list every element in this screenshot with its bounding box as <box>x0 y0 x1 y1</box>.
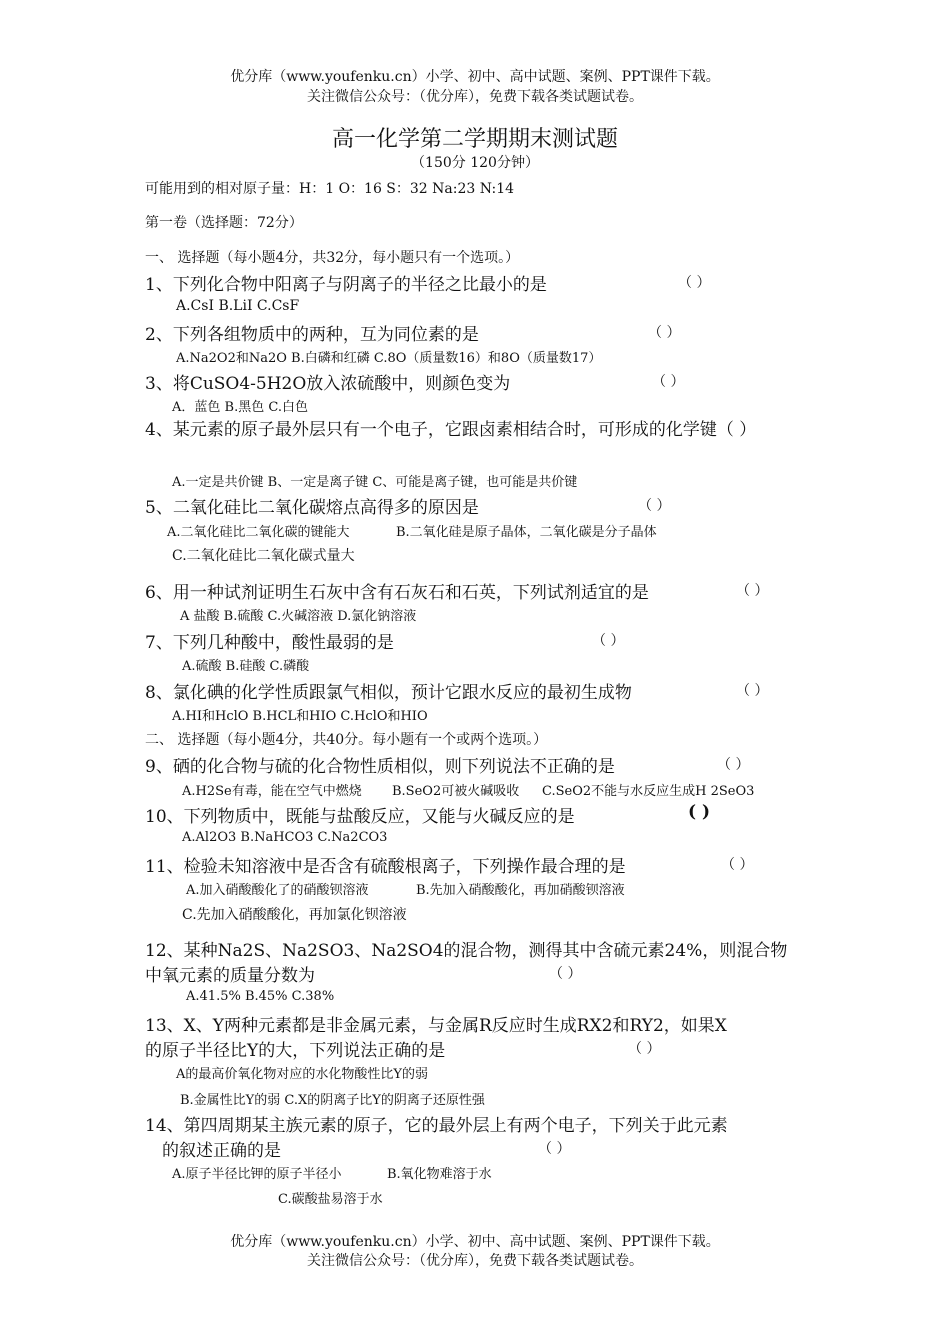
question-1-blank: （ ） <box>678 275 711 291</box>
question-7-options: A.硫酸 B.硅酸 C.磷酸 <box>182 659 310 674</box>
question-12-stem: 12、某种Na2S、Na2SO3、Na2SO4的混合物，测得其中含硫元素24%，则混合物 <box>145 941 788 961</box>
footer-line-1: 优分库（www.youfenku.cn）小学、初中、高中试题、案例、PPT课件下载。 <box>230 1234 720 1250</box>
question-6-blank: （ ） <box>736 583 769 599</box>
atomic-masses: 可能用到的相对原子量：H：1 O：16 S：32 Na:23 N:14 <box>145 181 515 197</box>
question-12-options: A.41.5% B.45% C.38% <box>186 989 335 1004</box>
question-13-option-a: A的最高价氧化物对应的水化物酸性比Y的弱 <box>176 1067 428 1082</box>
question-4-stem: 4、某元素的原子最外层只有一个电子，它跟卤素相结合时，可形成的化学键（ ） <box>145 420 757 440</box>
question-11-blank: （ ） <box>721 857 754 873</box>
question-3-options: A．蓝色 B.黑色 C.白色 <box>172 400 308 415</box>
question-14-stem-2: 的叙述正确的是 <box>162 1141 281 1161</box>
question-13-stem-2: 的原子半径比Y的大，下列说法正确的是 <box>145 1041 446 1061</box>
header-line-1: 优分库（www.youfenku.cn）小学、初中、高中试题、案例、PPT课件下载。 <box>230 69 720 85</box>
page-title: 高一化学第二学期期末测试题 <box>331 127 618 152</box>
question-9-option-b: B.SeO2可被火碱吸收 <box>392 784 520 799</box>
question-14-option-b: B.氧化物难溶于水 <box>387 1167 492 1182</box>
question-14-option-a: A.原子半径比钾的原子半径小 <box>172 1167 342 1182</box>
question-2-stem: 2、下列各组物质中的两种，互为同位素的是 <box>145 325 479 345</box>
question-14-blank: （ ） <box>538 1141 571 1157</box>
section-1-heading: 一、 选择题（每小题4分，共32分，每小题只有一个选项。） <box>145 250 520 266</box>
question-12-blank: （ ） <box>549 966 582 982</box>
question-13-option-bc: B.金属性比Y的弱 C.X的阴离子比Y的阴离子还原性强 <box>180 1093 485 1108</box>
question-5-blank: （ ） <box>638 498 671 514</box>
question-14-option-c: C.碳酸盐易溶于水 <box>278 1192 383 1207</box>
question-9-option-a: A.H2Se有毒，能在空气中燃烧 <box>182 784 362 799</box>
question-5-stem: 5、二氧化硅比二氧化碳熔点高得多的原因是 <box>145 498 479 518</box>
question-13-stem: 13、X、Y两种元素都是非金属元素，与金属R反应时生成RX2和RY2，如果X <box>145 1016 727 1036</box>
question-10-stem: 10、下列物质中，既能与盐酸反应，又能与火碱反应的是 <box>145 807 575 827</box>
question-11-stem: 11、检验未知溶液中是否含有硫酸根离子，下列操作最合理的是 <box>145 857 626 877</box>
header-line-2: 关注微信公众号：（优分库），免费下载各类试题试卷。 <box>307 89 643 105</box>
question-8-stem: 8、氯化碘的化学性质跟氯气相似，预计它跟水反应的最初生成物 <box>145 683 632 703</box>
question-4-options: A.一定是共价键 B、一定是离子键 C、可能是离子键，也可能是共价键 <box>172 475 578 490</box>
volume-heading: 第一卷（选择题：72分） <box>145 215 303 231</box>
question-7-blank: （ ） <box>592 633 625 649</box>
question-11-option-a: A.加入硝酸酸化了的硝酸钡溶液 <box>186 883 369 898</box>
question-3-blank: （ ） <box>652 374 685 390</box>
question-5-option-a: A.二氧化硅比二氧化碳的键能大 <box>167 525 350 540</box>
question-13-blank: （ ） <box>628 1041 661 1057</box>
page-subtitle: （150分 120分钟） <box>411 155 539 171</box>
question-5-option-b: B.二氧化硅是原子晶体，二氧化碳是分子晶体 <box>396 525 657 540</box>
question-6-options: A 盐酸 B.硫酸 C.火碱溶液 D.氯化钠溶液 <box>180 609 417 624</box>
question-14-stem: 14、第四周期某主族元素的原子，它的最外层上有两个电子，下列关于此元素 <box>145 1116 728 1136</box>
question-8-options: A.HI和HclO B.HCL和HIO C.HclO和HIO <box>172 709 428 724</box>
question-9-stem: 9、硒的化合物与硫的化合物性质相似，则下列说法不正确的是 <box>145 757 615 777</box>
question-7-stem: 7、下列几种酸中，酸性最弱的是 <box>145 633 394 653</box>
question-8-blank: （ ） <box>736 683 769 699</box>
question-10-options: A.Al2O3 B.NaHCO3 C.Na2CO3 <box>182 830 388 845</box>
question-11-option-b: B.先加入硝酸酸化，再加硝酸钡溶液 <box>416 883 625 898</box>
question-6-stem: 6、用一种试剂证明生石灰中含有石灰石和石英，下列试剂适宜的是 <box>145 583 649 603</box>
question-2-options: A.Na2O2和Na2O B.白磷和红磷 C.8O（质量数16）和8O（质量数17） <box>176 351 602 366</box>
question-1-options: A.CsI B.LiI C.CsF <box>176 298 300 314</box>
question-5-option-c: C.二氧化硅比二氧化碳式量大 <box>172 548 355 564</box>
section-2-heading: 二、 选择题（每小题4分，共40分。每小题有一个或两个选项。） <box>145 732 548 748</box>
question-9-option-c: C.SeO2不能与水反应生成H 2SeO3 <box>542 784 755 799</box>
question-10-blank: ( ) <box>688 802 711 822</box>
question-12-stem-2: 中氧元素的质量分数为 <box>145 966 315 986</box>
footer-line-2: 关注微信公众号：（优分库），免费下载各类试题试卷。 <box>307 1253 643 1269</box>
question-3-stem: 3、将CuSO4-5H2O放入浓硫酸中，则颜色变为 <box>145 374 511 394</box>
question-11-option-c: C.先加入硝酸酸化，再加氯化钡溶液 <box>182 907 407 923</box>
question-9-blank: （ ） <box>717 757 750 773</box>
question-1-stem: 1、下列化合物中阳离子与阴离子的半径之比最小的是 <box>145 275 547 295</box>
question-2-blank: （ ） <box>648 325 681 341</box>
